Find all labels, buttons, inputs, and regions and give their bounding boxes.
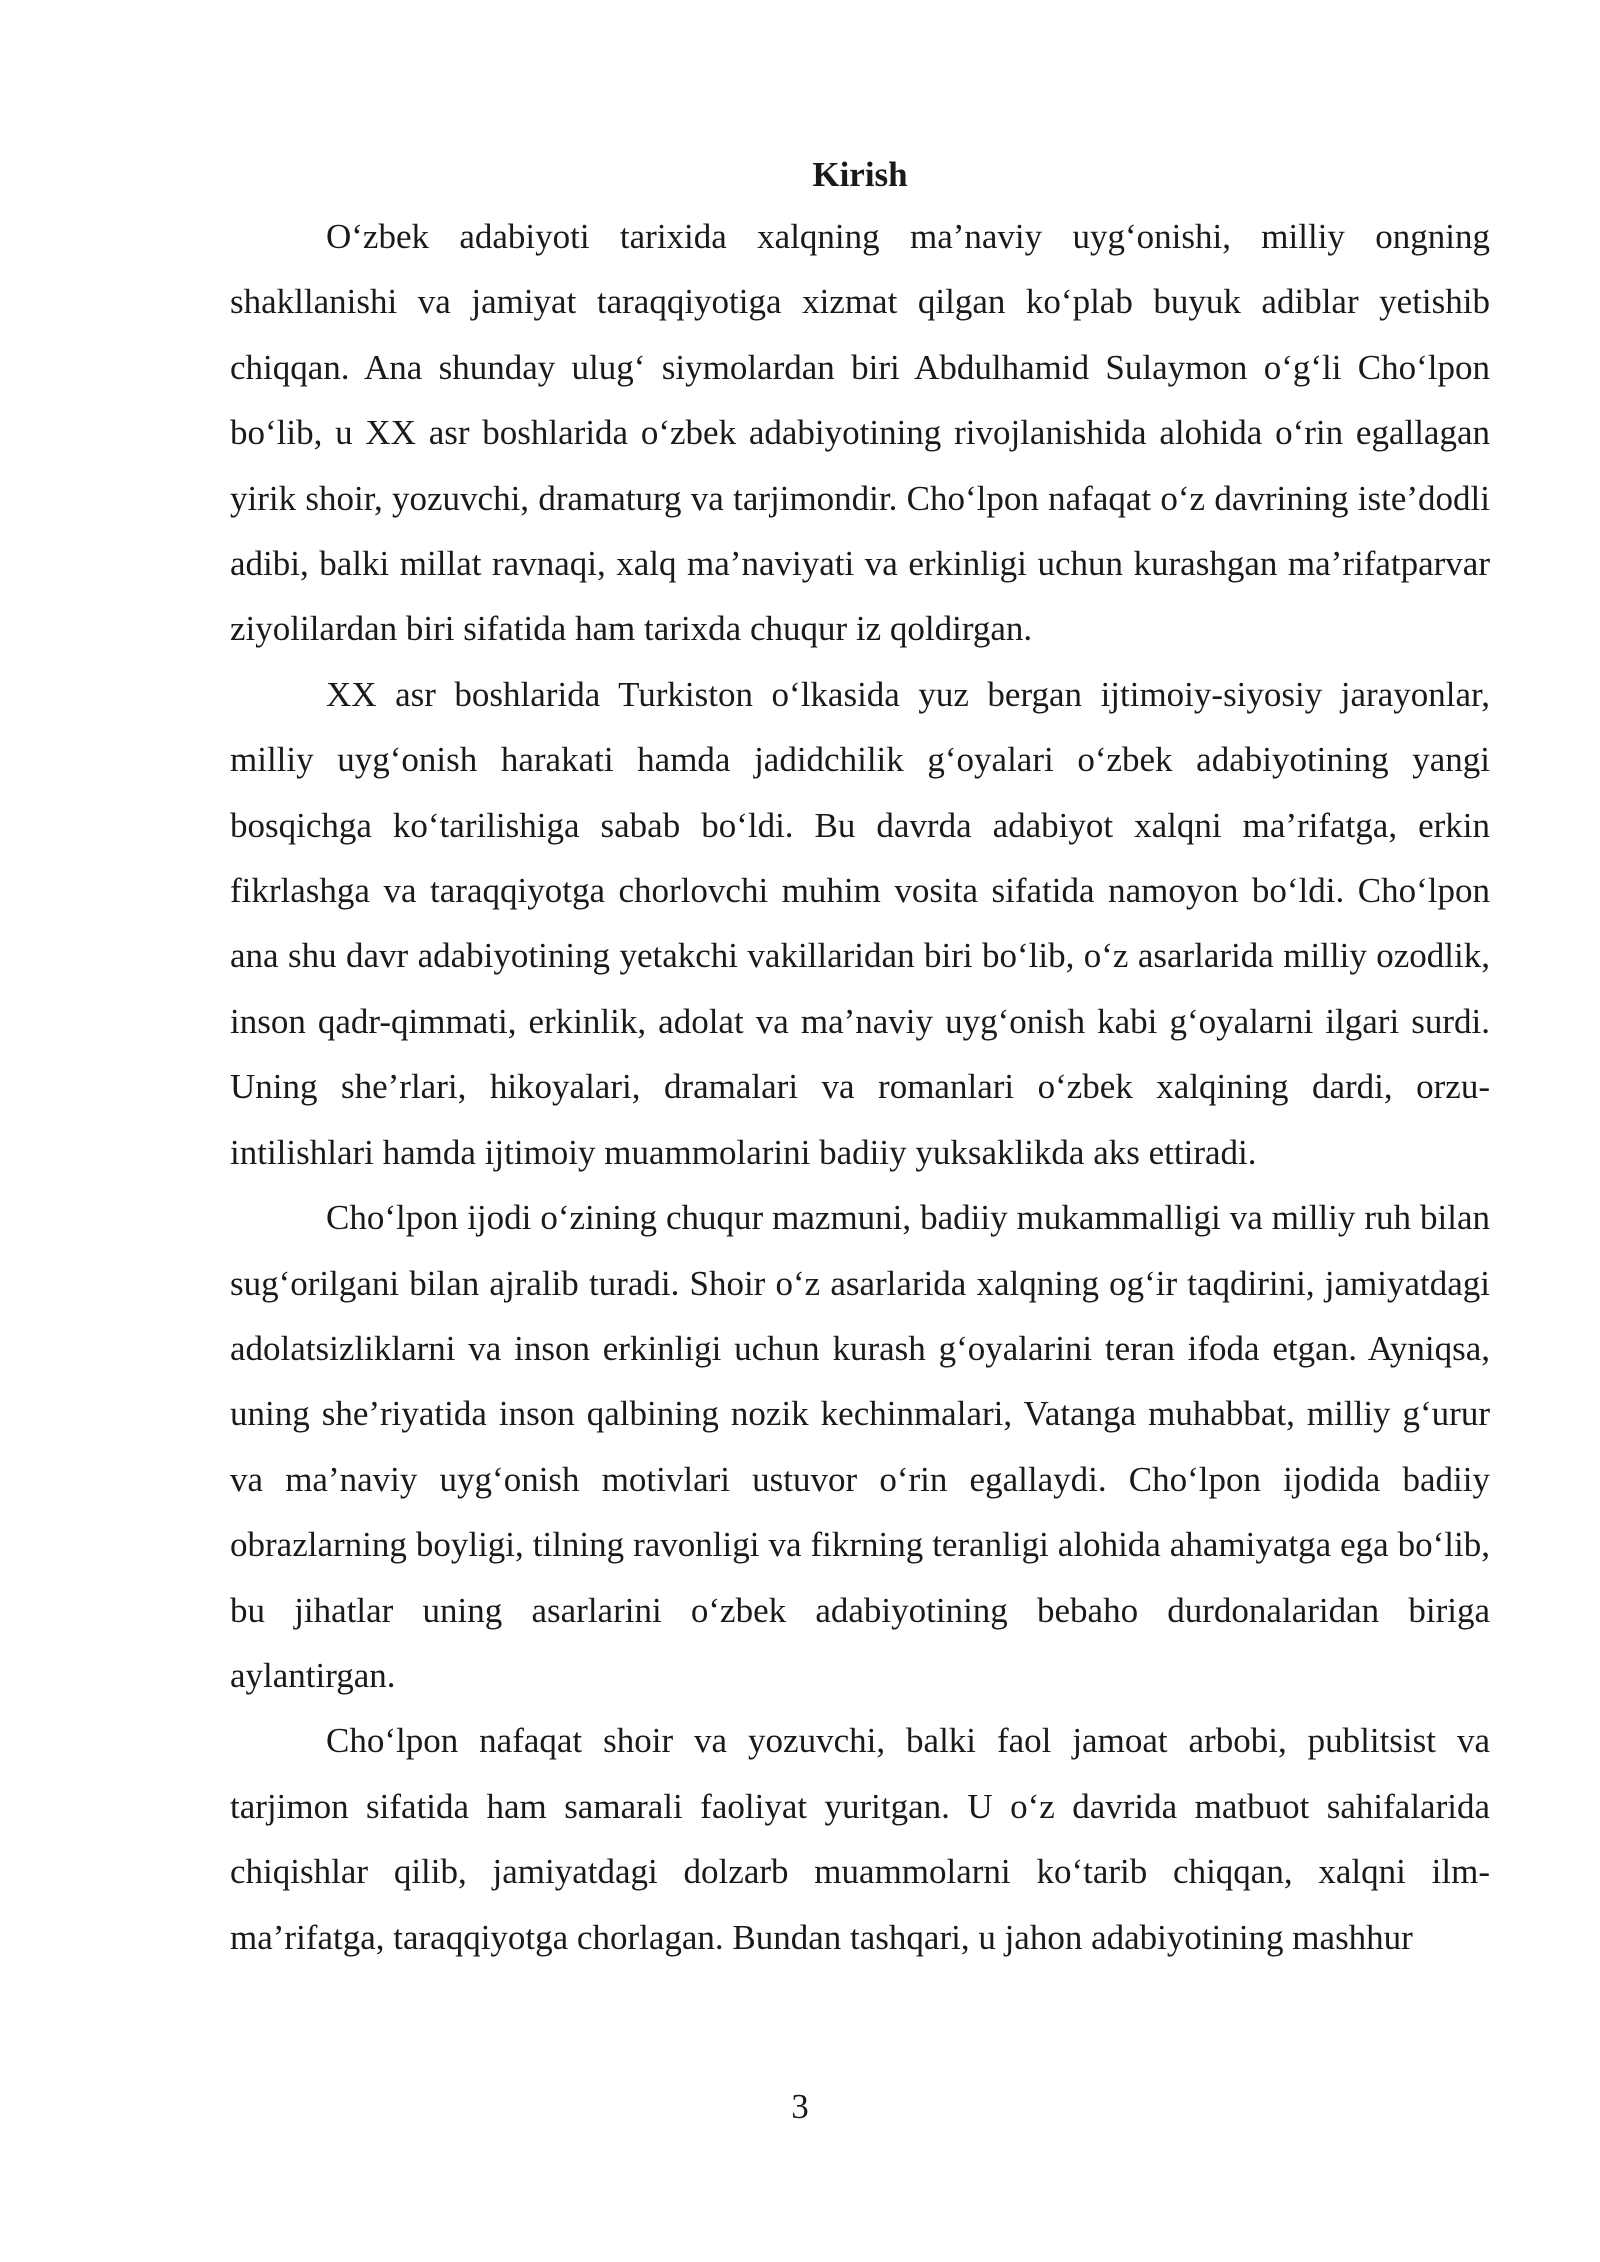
section-title: Kirish — [812, 155, 908, 194]
paragraph-2: XX asr boshlarida Turkiston o‘lkasida yuz bergan ijtimoiy-siyosiy jarayonlar, milliy uyg‘onish harakati hamda jadidchilik g‘oyalari o‘zbek adabiyotining yangi bosqichga ko‘tarilishiga sabab bo‘ldi. Bu davrda adabiyot xalqni ma’rifatga, erkin fikrlashga va taraqqiyotga chorlovchi muhim vosita sifatida namoyon bo‘ldi. Cho‘lpon ana shu davr adabiyotining yetakchi vakillaridan biri bo‘lib, o‘z asarlarida milliy ozodlik, inson qadr-qimmati, erkinlik, adolat va ma’naviy uyg‘onish kabi g‘oyalarni ilgari surdi. Uning she’rlari, hikoyalari, dramalari va romanlari o‘zbek xalqining dardi, orzu-intilishlari hamda ijtimoiy muammolarini badiiy yuksaklikda aks ettiradi. — [230, 674, 1490, 1172]
paragraph-4: Cho‘lpon nafaqat shoir va yozuvchi, balki faol jamoat arbobi, publitsist va tarjimon sifatida ham samarali faoliyat yuritgan. U o‘z davrida matbuot sahifalarida chiqishlar qilib, jamiyatdagi dolzarb muammolarni ko‘tarib chiqqan, xalqni ilm-ma’rifatga, taraqqiyotga chorlagan. Bundan tashqari, u jahon adabiyotining mashhur — [230, 1721, 1490, 1957]
paragraph-1: O‘zbek adabiyoti tarixida xalqning ma’naviy uyg‘onishi, milliy ongning shakllanishi va jamiyat taraqqiyotiga xizmat qilgan ko‘plab buyuk adiblar yetishib chiqqan. Ana shunday ulug‘ siymolardan biri Abdulhamid Sulaymon o‘g‘li Cho‘lpon bo‘lib, u XX asr boshlarida o‘zbek adabiyotining rivojlanishida alohida o‘rin egallagan yirik shoir, yozuvchi, dramaturg va tarjimondir. Cho‘lpon nafaqat o‘z davrining iste’dodli adibi, balki millat ravnaqi, xalq ma’naviyati va erkinligi uchun kurashgan ma’rifatparvar ziyolilardan biri sifatida ham tarixda chuqur iz qoldirgan. — [230, 217, 1490, 649]
page-content — [230, 146, 1490, 1970]
page-number: 3 — [791, 2087, 809, 2126]
paragraph-3: Cho‘lpon ijodi o‘zining chuqur mazmuni, badiiy mukammalligi va milliy ruh bilan sug‘orilgani bilan ajralib turadi. Shoir o‘z asarlarida xalqning og‘ir taqdirini, jamiyatdagi adolatsizliklarni va inson erkinligi uchun kurash g‘oyalarini teran ifoda etgan. Ayniqsa, uning she’riyatida inson qalbining nozik kechinmalari, Vatanga muhabbat, milliy g‘urur va ma’naviy uyg‘onish motivlari ustuvor o‘rin egallaydi. Cho‘lpon ijodida badiiy obrazlarning boyligi, tilning ravonligi va fikrning teranligi alohida ahamiyatga ega bo‘lib, bu jihatlar uning asarlarini o‘zbek adabiyotining bebaho durdonalaridan biriga aylantirgan. — [230, 1198, 1490, 1695]
